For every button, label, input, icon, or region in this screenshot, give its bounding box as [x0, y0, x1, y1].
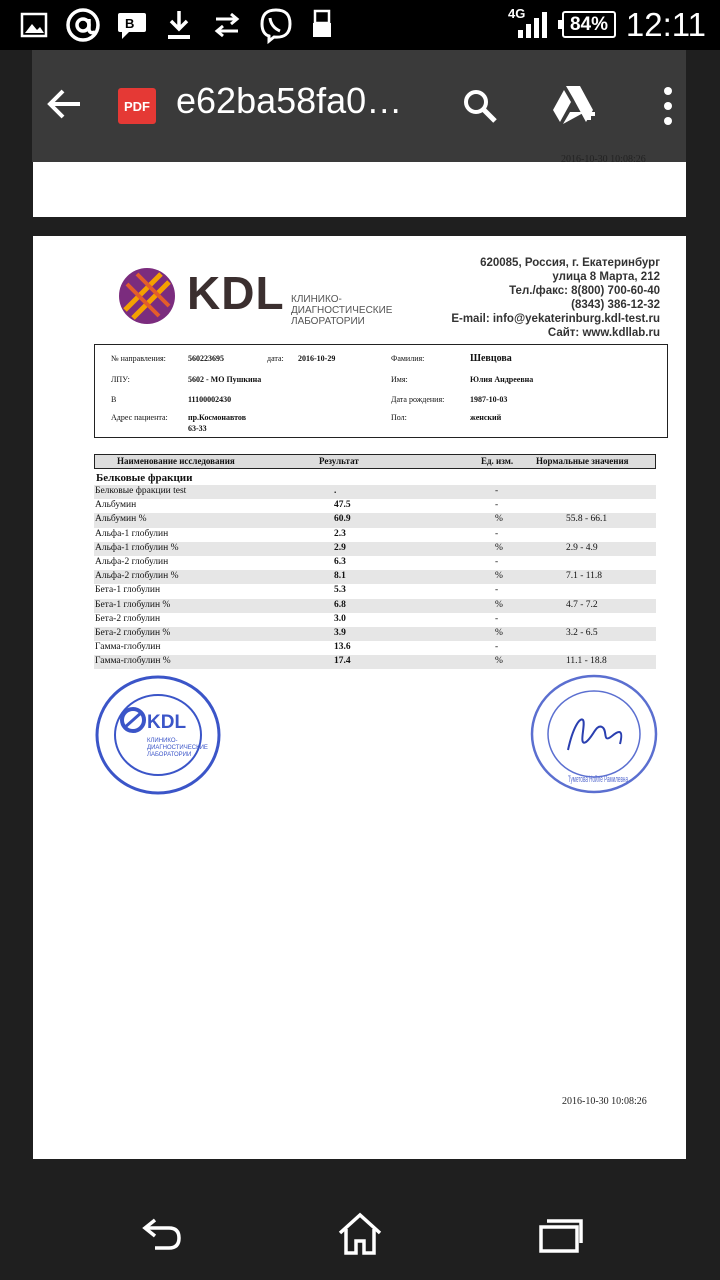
test-unit: - — [495, 500, 499, 511]
test-norm: 2.9 - 4.9 — [566, 542, 598, 553]
test-name: Альбумин % — [95, 514, 147, 525]
test-norm: 55.8 - 66.1 — [566, 514, 608, 525]
status-bar — [0, 0, 720, 50]
test-name: Бета-1 глобулин % — [95, 599, 171, 610]
right-stamp — [528, 672, 660, 796]
table-row — [94, 556, 656, 570]
test-result: 8.1 — [334, 571, 346, 582]
date-label: дата: — [267, 354, 284, 363]
test-name: Бета-1 глобулин — [95, 585, 161, 596]
file-type-label: PDF — [124, 98, 150, 114]
app-bar — [32, 50, 686, 162]
network-label: 4G — [508, 6, 526, 21]
table-row — [94, 528, 656, 542]
logo-subtitle-line: ЛАБОРАТОРИИ — [291, 316, 365, 327]
patient-info-box — [94, 344, 668, 438]
table-row — [94, 584, 656, 598]
test-result: 6.8 — [334, 599, 346, 610]
stamp-subtitle-line: КЛИНИКО- — [147, 738, 178, 744]
address-label: Адрес пациента: — [111, 413, 168, 422]
lpu-label: ЛПУ: — [111, 375, 130, 384]
test-norm: 4.7 - 7.2 — [566, 599, 598, 610]
image-icon — [20, 9, 48, 41]
kdl-logo-emblem — [117, 266, 177, 326]
kdl-logo — [117, 258, 417, 334]
table-row — [94, 655, 656, 669]
col-unit-header: Ед. изм. — [481, 456, 514, 466]
test-name: Альфа-2 глобулин % — [95, 571, 179, 582]
contact-line: (8343) 386-12-32 — [571, 299, 660, 311]
test-unit: - — [495, 642, 499, 653]
table-row — [94, 570, 656, 584]
navigation-bar — [0, 1190, 720, 1280]
test-unit: - — [495, 486, 499, 496]
table-row — [94, 641, 656, 655]
test-name: Гамма-глобулин — [95, 642, 161, 653]
test-result: 5.3 — [334, 585, 346, 596]
more-vert-icon[interactable] — [648, 82, 688, 130]
chat-icon — [116, 9, 148, 41]
table-row — [94, 627, 656, 641]
test-unit: % — [495, 627, 503, 638]
pdf-file-icon — [118, 88, 156, 124]
lpu-value: 5602 - МО Пушкина — [188, 375, 262, 384]
firstname-label: Имя: — [391, 375, 408, 384]
left-stamp — [93, 674, 223, 796]
b-label: В — [111, 395, 117, 404]
contact-line: улица 8 Марта, 212 — [552, 271, 660, 283]
dob-label: Дата рождения: — [391, 395, 445, 404]
test-result: 2.3 — [334, 528, 346, 539]
logo-subtitle-line: ДИАГНОСТИЧЕСКИЕ — [291, 305, 393, 316]
dob-value: 1987-10-03 — [470, 395, 508, 404]
table-row — [94, 499, 656, 513]
test-unit: % — [495, 656, 503, 667]
date-value: 2016-10-29 — [298, 354, 336, 363]
table-row — [94, 542, 656, 556]
col-result-header: Результат — [319, 456, 359, 466]
test-result: . — [334, 486, 337, 496]
transfer-icon — [212, 9, 242, 41]
test-unit: - — [495, 585, 499, 596]
logo-text: KDL — [187, 267, 285, 319]
test-unit: - — [495, 556, 499, 567]
document-title: e62ba58fa0… — [176, 80, 403, 121]
back-icon[interactable] — [130, 1212, 190, 1260]
test-name: Альфа-1 глобулин % — [95, 542, 179, 553]
table-row — [94, 485, 656, 499]
test-unit: % — [495, 599, 503, 610]
pdf-page-2 — [33, 236, 686, 1159]
test-result: 2.9 — [334, 542, 346, 553]
test-result: 17.4 — [334, 656, 351, 667]
results-table-body — [94, 485, 656, 669]
contact-line: 620085, Россия, г. Екатеринбург — [480, 257, 660, 269]
clock: 12:11 — [625, 6, 706, 43]
usb-icon — [310, 9, 334, 41]
at-icon — [64, 9, 102, 41]
section-title: Белковые фракции — [96, 472, 193, 484]
table-row — [94, 513, 656, 527]
table-header — [94, 454, 656, 469]
test-result: 3.9 — [334, 627, 346, 638]
pdf-page-1 — [33, 154, 686, 217]
test-norm: 7.1 - 11.8 — [566, 571, 603, 582]
b-value: 11100002430 — [188, 395, 232, 404]
test-name: Белковые фракции test — [95, 486, 187, 496]
contact-line: E-mail: info@yekaterinburg.kdl-test.ru — [451, 313, 660, 325]
col-name-header: Наименование исследования — [117, 456, 235, 466]
test-name: Гамма-глобулин % — [95, 656, 171, 667]
test-unit: % — [495, 571, 503, 582]
firstname-value: Юлия Андреевна — [470, 375, 534, 384]
lastname-value: Шевцова — [470, 353, 512, 364]
col-norm-header: Нормальные значения — [536, 456, 629, 466]
stamp-name: Туметова Нойле Рамилевна — [568, 774, 628, 784]
test-name: Бета-2 глобулин — [95, 613, 161, 624]
test-unit: % — [495, 514, 503, 525]
svg-text:B: B — [125, 16, 135, 31]
lab-contacts — [451, 256, 660, 340]
test-result: 13.6 — [334, 642, 351, 653]
contact-line: Тел./факс: 8(800) 700-60-40 — [509, 285, 660, 297]
test-unit: - — [495, 613, 499, 624]
drive-add-icon[interactable] — [550, 82, 598, 130]
page-timestamp: 2016-10-30 10:08:26 — [561, 154, 646, 165]
battery-indicator — [562, 11, 616, 38]
test-norm: 11.1 - 18.8 — [566, 656, 607, 667]
test-result: 60.9 — [334, 514, 351, 525]
test-name: Альбумин — [95, 500, 137, 511]
stamp-subtitle-line: ЛАБОРАТОРИИ — [147, 752, 192, 758]
test-name: Альфа-1 глобулин — [95, 528, 169, 539]
arrow-left-icon[interactable] — [42, 82, 86, 126]
home-icon[interactable] — [330, 1208, 390, 1260]
test-result: 3.0 — [334, 613, 346, 624]
table-row — [94, 599, 656, 613]
download-icon — [164, 9, 194, 41]
test-result: 6.3 — [334, 556, 346, 567]
signal-icon — [516, 9, 550, 41]
sex-label: Пол: — [391, 413, 407, 422]
recents-icon[interactable] — [530, 1210, 590, 1258]
search-icon[interactable] — [458, 84, 502, 128]
lastname-label: Фамилия: — [391, 354, 425, 363]
battery-level: 84% — [569, 13, 609, 35]
test-unit: - — [495, 528, 499, 539]
address-line-1: пр.Космонавтов — [188, 413, 247, 422]
test-unit: % — [495, 542, 503, 553]
logo-subtitle-line: КЛИНИКО- — [291, 294, 342, 305]
test-result: 47.5 — [334, 500, 351, 511]
address-line-2: 63-33 — [188, 424, 207, 433]
page-timestamp: 2016-10-30 10:08:26 — [562, 1096, 647, 1107]
stamp-logo-text: KDL — [147, 712, 187, 733]
stamp-subtitle-line: ДИАГНОСТИЧЕСКИЕ — [147, 745, 208, 751]
sex-value: женский — [470, 413, 502, 422]
logo-subtitle — [291, 294, 392, 327]
referral-value: 560223695 — [188, 354, 224, 363]
referral-label: № направления: — [111, 354, 166, 363]
test-name: Бета-2 глобулин % — [95, 627, 171, 638]
test-norm: 3.2 - 6.5 — [566, 627, 598, 638]
table-row — [94, 613, 656, 627]
viber-icon — [258, 9, 294, 41]
test-name: Альфа-2 глобулин — [95, 556, 169, 567]
contact-line: Сайт: www.kdllab.ru — [547, 327, 660, 339]
